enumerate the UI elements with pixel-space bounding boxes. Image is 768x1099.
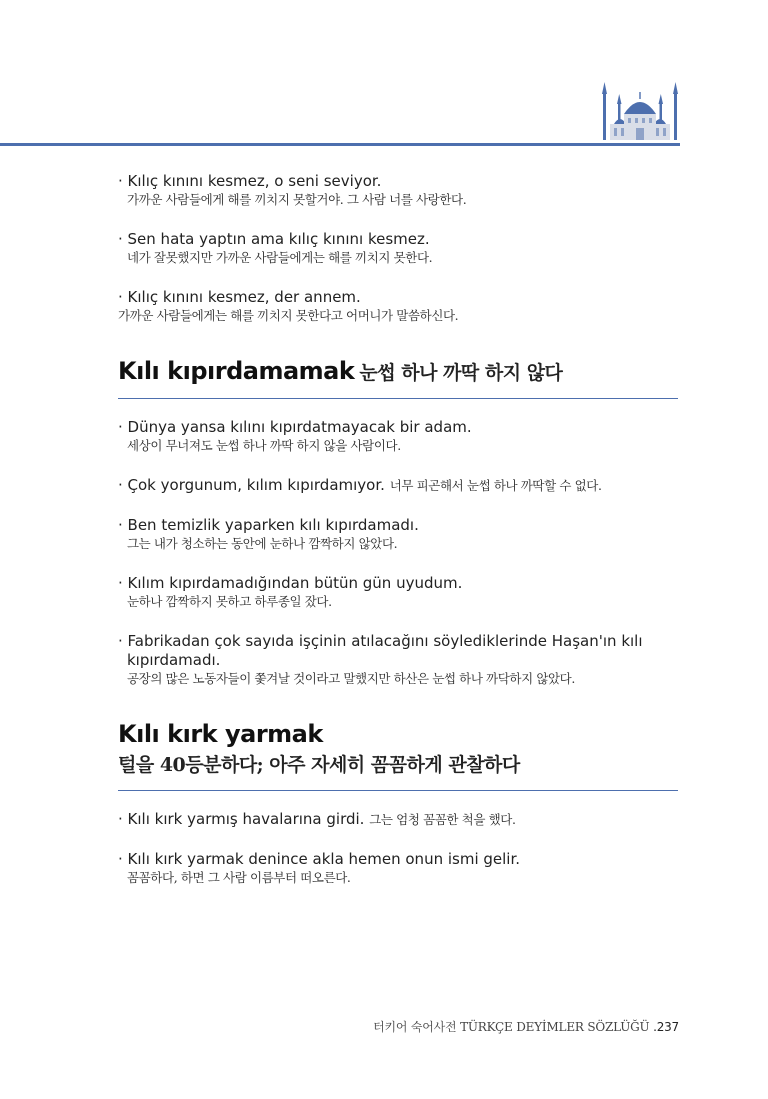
idiom-entry: [118, 719, 678, 887]
example-item: [118, 632, 678, 688]
example-korean: 네가 잘못했지만 가까운 사람들에게는 해를 끼치지 못한다.: [127, 250, 433, 265]
example-korean: 너무 피곤해서 눈썹 하나 까딱할 수 없다.: [389, 478, 602, 493]
idiom-meaning: 털을 40등분하다; 아주 자세히 꼼꼼하게 관찰하다: [118, 754, 520, 776]
idiom-entry: [118, 356, 678, 688]
example-item: [118, 418, 678, 455]
idiom-meaning: 눈썹 하나 까딱 하지 않다: [359, 362, 563, 384]
idiom-heading: [118, 356, 678, 386]
example-korean: 공장의 많은 노동자들이 쫓겨날 것이라고 말했지만 하산은 눈썹 하나 까닥하지 않았다.: [127, 671, 575, 686]
example-turkish-continued: kıpırdamadı.: [127, 651, 221, 669]
example-turkish: · Kılım kıpırdamadığından bütün gün uyudum.: [118, 574, 463, 592]
page-number: .237: [653, 1020, 679, 1034]
example-item: [118, 850, 678, 887]
page-content: [118, 172, 678, 908]
example-item: [118, 516, 678, 553]
idiom-divider: [118, 398, 678, 399]
idiom-title: Kılı kıpırdamamak: [118, 357, 355, 385]
example-korean: 가까운 사람들에게는 해를 끼치지 못한다고 어머니가 말씀하신다.: [118, 308, 459, 323]
example-item: [118, 810, 678, 829]
example-turkish: · Fabrikadan çok sayıda işçinin atılacağını söylediklerinde Haşan'ın kılı: [118, 632, 643, 650]
example-turkish: · Kılı kırk yarmış havalarına girdi.: [118, 810, 365, 828]
example-item: [118, 230, 678, 267]
example-item: [118, 172, 678, 209]
idiom-title: Kılı kırk yarmak: [118, 720, 323, 748]
page-footer: [373, 1018, 679, 1035]
example-turkish: · Sen hata yaptın ama kılıç kınını kesmez.: [118, 230, 430, 248]
example-korean: 눈하나 깜짝하지 못하고 하루종일 잤다.: [127, 594, 332, 609]
example-item: [118, 574, 678, 611]
example-turkish: · Kılıç kınını kesmez, o seni seviyor.: [118, 172, 382, 190]
idiom-divider: [118, 790, 678, 791]
example-turkish: · Kılı kırk yarmak denince akla hemen onun ismi gelir.: [118, 850, 521, 868]
mosque-icon: [600, 78, 680, 144]
example-item: [118, 288, 678, 325]
example-korean: 꼼꼼하다, 하면 그 사람 이름부터 떠오른다.: [127, 870, 351, 885]
example-korean: 세상이 무너져도 눈썹 하나 까딱 하지 않을 사람이다.: [127, 438, 401, 453]
example-turkish: · Dünya yansa kılını kıpırdatmayacak bir adam.: [118, 418, 472, 436]
example-turkish: · Çok yorgunum, kılım kıpırdamıyor.: [118, 476, 385, 494]
example-item: [118, 476, 678, 495]
example-korean: 그는 엄청 꼼꼼한 척을 했다.: [369, 812, 516, 827]
example-turkish-with-korean: [118, 476, 678, 495]
book-title: 터키어 숙어사전 TÜRKÇE DEYİMLER SÖZLÜĞÜ: [373, 1020, 650, 1034]
example-korean: 그는 내가 청소하는 동안에 눈하나 깜짝하지 않았다.: [127, 536, 398, 551]
example-turkish: · Kılıç kınını kesmez, der annem.: [118, 288, 361, 306]
example-turkish-with-korean: [118, 810, 678, 829]
example-turkish: · Ben temizlik yaparken kılı kıpırdamadı.: [118, 516, 419, 534]
top-rule: [0, 143, 680, 146]
example-korean: 가까운 사람들에게 해를 끼치지 못할거야. 그 사람 너를 사랑한다.: [127, 192, 467, 207]
